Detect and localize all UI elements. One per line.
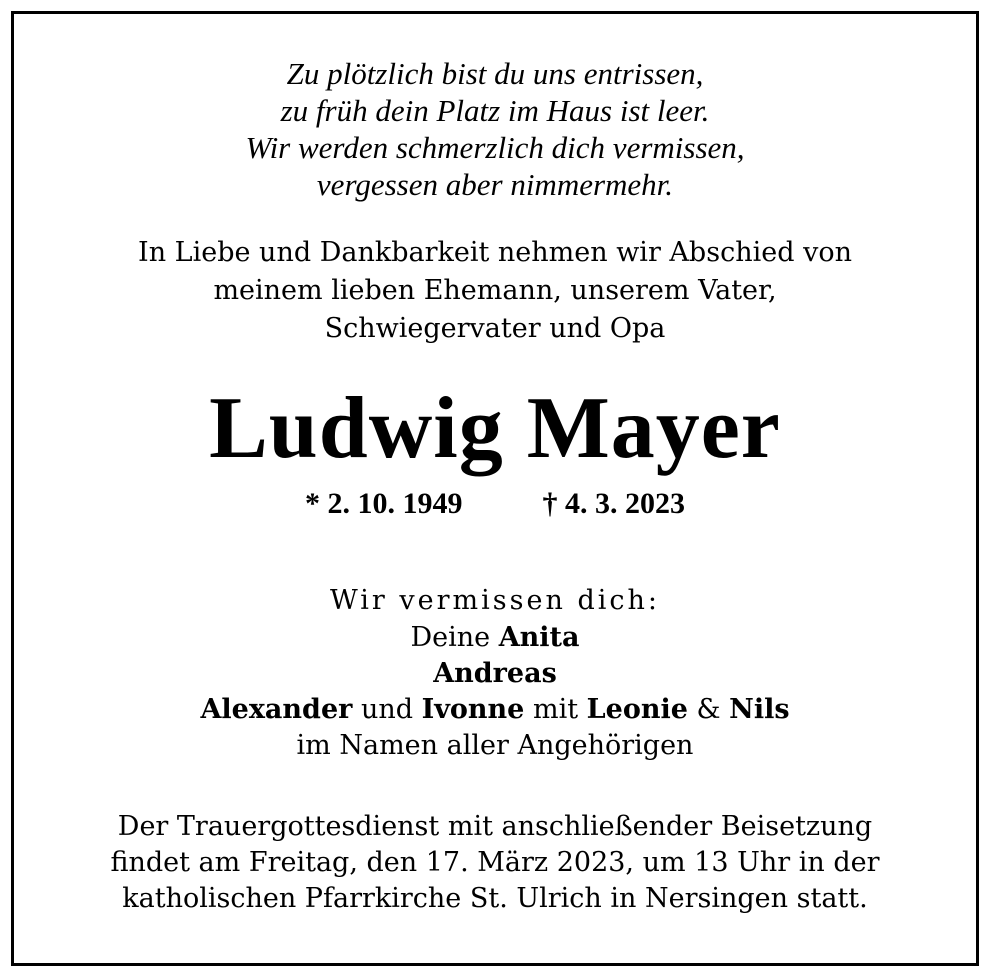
deceased-name: Ludwig Mayer [209, 380, 781, 477]
birth-date: * 2. 10. 1949 [305, 487, 463, 520]
poem-line-3: Wir werden schmerzlich dich vermissen, [245, 130, 745, 165]
intro-line-2: meinem lieben Ehemann, unserem Vater, [213, 275, 777, 306]
mourners-closing: im Namen aller Angehörigen [296, 730, 694, 761]
service-line-3: katholischen Pfarrkirche St. Ulrich in Nersingen statt. [122, 883, 868, 914]
mourner-andreas: Andreas [433, 658, 557, 689]
intro-line-3: Schwiegervater und Opa [324, 313, 666, 344]
poem-line-4: vergessen aber nimmermehr. [316, 167, 674, 202]
service-line-1: Der Trauergottesdienst mit anschließender Beisetzung [117, 811, 873, 842]
deine-text: Deine [410, 622, 491, 653]
mourners-header: Wir vermissen dich: [330, 585, 660, 616]
death-date: † 4. 3. 2023 [542, 487, 685, 520]
und-text: und [360, 694, 413, 725]
mourner-line-2 [14, 656, 976, 692]
mit-text: mit [532, 694, 579, 725]
mourner-line-3 [14, 692, 976, 728]
mourner-leonie: Leonie [586, 694, 688, 725]
obituary-border [11, 11, 979, 966]
ampersand-text: & [696, 694, 721, 725]
intro-line-1: In Liebe und Dankbarkeit nehmen wir Abschied von [138, 237, 852, 268]
mourner-ivonne: Ivonne [421, 694, 525, 725]
obituary-content [14, 14, 976, 963]
mourner-line-1 [14, 620, 976, 656]
poem-line-2: zu früh dein Platz im Haus ist leer. [280, 93, 710, 128]
mourner-anita: Anita [498, 622, 580, 653]
mourner-nils: Nils [729, 694, 790, 725]
service-line-2: findet am Freitag, den 17. März 2023, um 13 Uhr in der [110, 847, 880, 878]
mourner-alexander: Alexander [200, 694, 353, 725]
life-dates [14, 486, 976, 522]
poem-line-1: Zu plötzlich bist du uns entrissen, [286, 56, 704, 91]
